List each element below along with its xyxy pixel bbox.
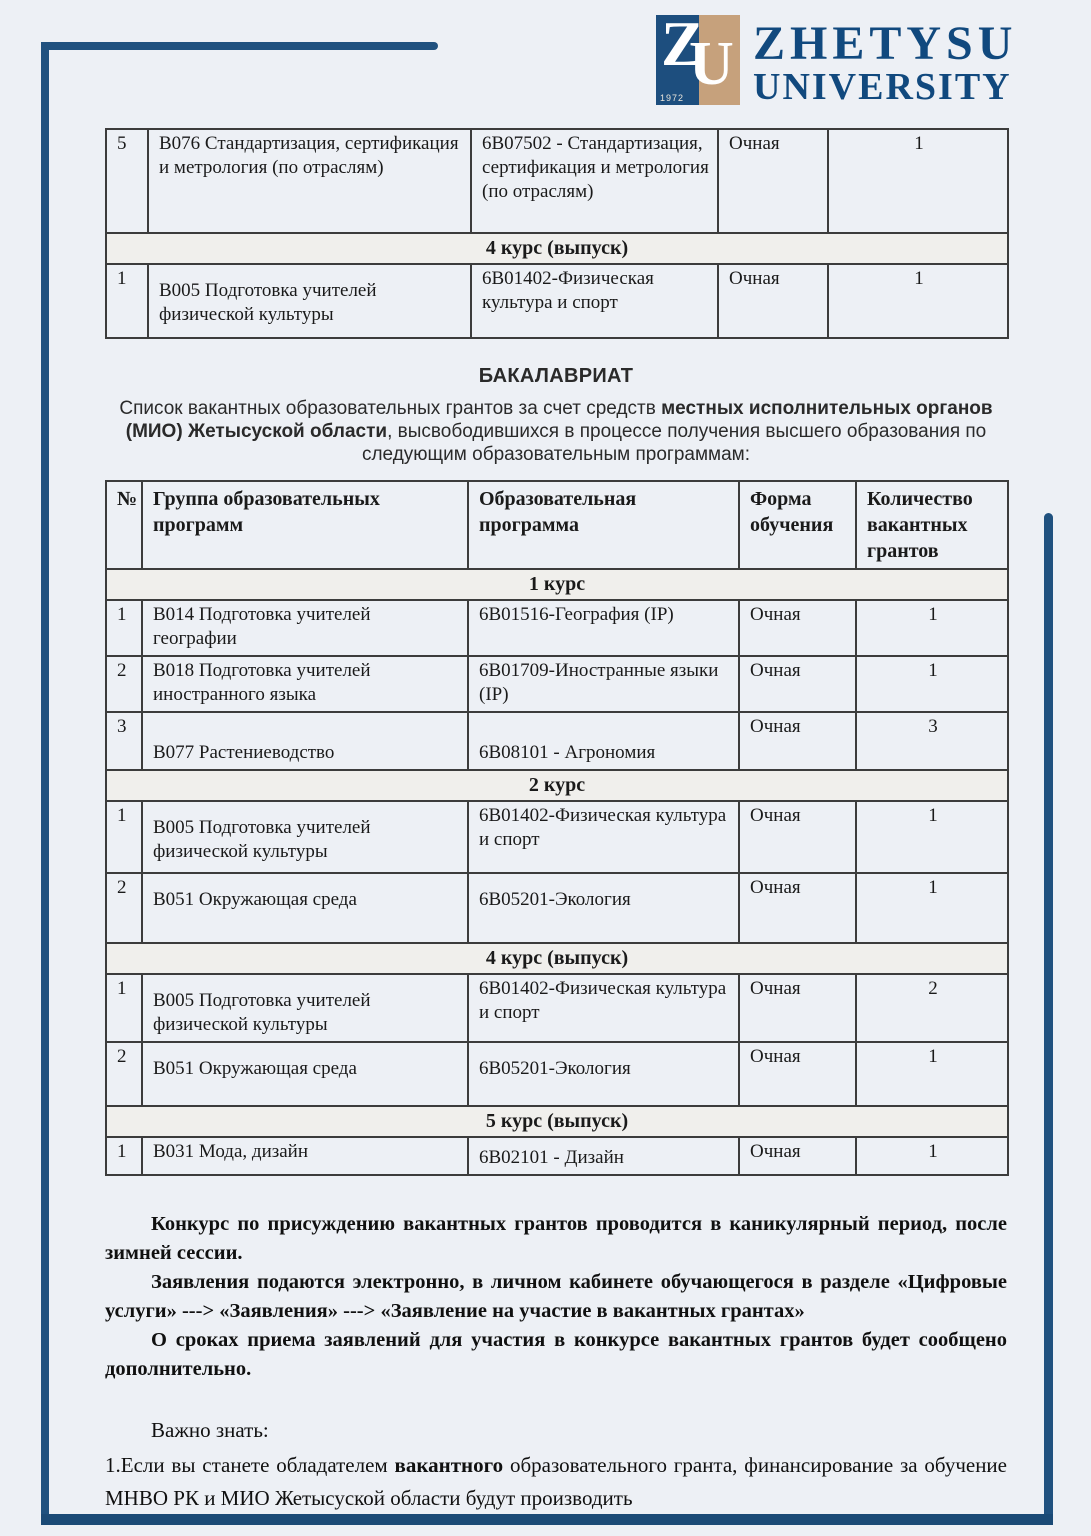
course-section-title: 4 курс (выпуск) — [106, 943, 1008, 974]
cell-form: Очная — [739, 712, 856, 770]
intro-block — [105, 365, 1007, 466]
cell-count: 1 — [856, 600, 1008, 656]
frame-right-line — [1044, 513, 1053, 1525]
course-section-title: 5 курс (выпуск) — [106, 1106, 1008, 1137]
cell-count: 1 — [856, 873, 1008, 943]
cell-num: 1 — [106, 264, 148, 338]
cell-count: 1 — [856, 1137, 1008, 1175]
course-section-row — [106, 943, 1008, 974]
table-row — [106, 129, 1008, 233]
cell-program: 6В01402-Физическая культура и спорт — [471, 264, 718, 338]
cell-num: 1 — [106, 1137, 142, 1175]
cell-num: 5 — [106, 129, 148, 233]
cell-program: 6В01516-География (IP) — [468, 600, 739, 656]
cell-program: 6В05201-Экология — [468, 873, 739, 943]
cell-count: 1 — [856, 1042, 1008, 1106]
header-num: № — [106, 481, 142, 569]
cell-group: В076 Стандартизация, сертификация и метрология (по отраслям) — [148, 129, 471, 233]
important-item-bold: вакантного — [394, 1453, 504, 1477]
important-item-part2: образовательного гранта, финансирование за обучение МНВО РК и МИО Жетысуской области будут производить — [105, 1453, 1007, 1510]
header-program: Образовательная программа — [468, 481, 739, 569]
notes-block — [105, 1210, 1007, 1384]
cell-num: 1 — [106, 974, 142, 1042]
course-section-title: 2 курс — [106, 770, 1008, 801]
cell-form: Очная — [718, 264, 828, 338]
cell-form: Очная — [739, 974, 856, 1042]
cell-num: 1 — [106, 600, 142, 656]
cell-form: Очная — [739, 801, 856, 873]
cell-form: Очная — [718, 129, 828, 233]
cell-group: В005 Подготовка учителей физической культуры — [148, 264, 471, 338]
cell-program: 6В05201-Экология — [468, 1042, 739, 1106]
cell-form: Очная — [739, 873, 856, 943]
cell-group: В031 Мода, дизайн — [142, 1137, 468, 1175]
table-header-row — [106, 481, 1008, 569]
intro-text — [105, 397, 1007, 466]
cell-form: Очная — [739, 656, 856, 712]
cell-count: 2 — [856, 974, 1008, 1042]
header-count: Количество вакантных грантов — [856, 481, 1008, 569]
grants-table — [105, 480, 1009, 1176]
table-row — [106, 264, 1008, 338]
note-paragraph-3: О сроках приема заявлений для участия в конкурсе вакантных грантов будет сообщено дополнительно. — [105, 1329, 1007, 1380]
course-section-row — [106, 770, 1008, 801]
cell-num: 2 — [106, 1042, 142, 1106]
course-section-row — [106, 1106, 1008, 1137]
table-row — [106, 656, 1008, 712]
header-group: Группа образовательных программ — [142, 481, 468, 569]
emblem-letter-z: Z — [661, 8, 704, 79]
continuation-grants-table — [105, 128, 1009, 339]
cell-program: 6В01402-Физическая культура и спорт — [468, 801, 739, 873]
cell-form: Очная — [739, 600, 856, 656]
note-paragraph-2: Заявления подаются электронно, в личном кабинете обучающегося в разделе «Цифровые услуги» ---> «Заявления» ---> «Заявление на участие в вакантных грантах» — [105, 1271, 1007, 1322]
section-title-bachelor: БАКАЛАВРИАТ — [478, 365, 634, 387]
intro-text-part1: Список вакантных образовательных грантов за счет средств — [119, 398, 662, 419]
cell-program: 6В01402-Физическая культура и спорт — [468, 974, 739, 1042]
table-row — [106, 801, 1008, 873]
important-label: Важно знать: — [151, 1418, 269, 1442]
note-paragraph-1: Конкурс по присуждению вакантных грантов проводится в каникулярный период, после зимней сессии. — [105, 1213, 1007, 1264]
table-row — [106, 600, 1008, 656]
cell-count: 1 — [828, 264, 1008, 338]
university-name-line2: UNIVERSITY — [753, 66, 1012, 108]
table-row — [106, 974, 1008, 1042]
cell-num: 1 — [106, 801, 142, 873]
important-item-part1: 1.Если вы станете обладателем — [105, 1453, 395, 1477]
course-section-title: 1 курс — [106, 569, 1008, 600]
table-row — [106, 712, 1008, 770]
header-form: Форма обучения — [739, 481, 856, 569]
course-section-title: 4 курс (выпуск) — [106, 233, 1008, 264]
course-section-row — [106, 233, 1008, 264]
cell-count: 1 — [856, 656, 1008, 712]
page-content — [105, 0, 1007, 1515]
cell-count: 1 — [828, 129, 1008, 233]
emblem-letter-u: U — [689, 30, 734, 98]
table-row — [106, 1042, 1008, 1106]
cell-group: В005 Подготовка учителей физической культуры — [142, 801, 468, 873]
cell-group: В051 Окружающая среда — [142, 873, 468, 943]
table-row — [106, 873, 1008, 943]
intro-text-bold: местных исполнительных органов (МИО) Жетысуской области — [125, 398, 993, 442]
emblem-year: 1972 — [660, 93, 685, 103]
course-section-row — [106, 569, 1008, 600]
cell-count: 3 — [856, 712, 1008, 770]
cell-num: 2 — [106, 656, 142, 712]
cell-program: 6В01709-Иностранные языки (IP) — [468, 656, 739, 712]
cell-num: 2 — [106, 873, 142, 943]
cell-form: Очная — [739, 1137, 856, 1175]
cell-program: 6В02101 - Дизайн — [468, 1137, 739, 1175]
cell-group: В005 Подготовка учителей физической культуры — [142, 974, 468, 1042]
cell-num: 3 — [106, 712, 142, 770]
cell-form: Очная — [739, 1042, 856, 1106]
important-block — [105, 1414, 1007, 1515]
intro-text-part2: , высвободившихся в процессе получения высшего образования по следующим образовательным программам: — [361, 421, 987, 465]
cell-group: В077 Растениеводство — [142, 712, 468, 770]
university-name-line1: ZHETYSU — [753, 17, 1018, 70]
cell-group: В018 Подготовка учителей иностранного языка — [142, 656, 468, 712]
cell-program: 6В07502 - Стандартизация, сертификация и метрология (по отраслям) — [471, 129, 718, 233]
cell-program: 6В08101 - Агрономия — [468, 712, 739, 770]
cell-group: В014 Подготовка учителей географии — [142, 600, 468, 656]
frame-left-line — [41, 42, 49, 1521]
cell-group: В051 Окружающая среда — [142, 1042, 468, 1106]
cell-count: 1 — [856, 801, 1008, 873]
frame-bottom-bar — [41, 1514, 1053, 1525]
important-item-1 — [105, 1449, 1007, 1515]
table-row — [106, 1137, 1008, 1175]
